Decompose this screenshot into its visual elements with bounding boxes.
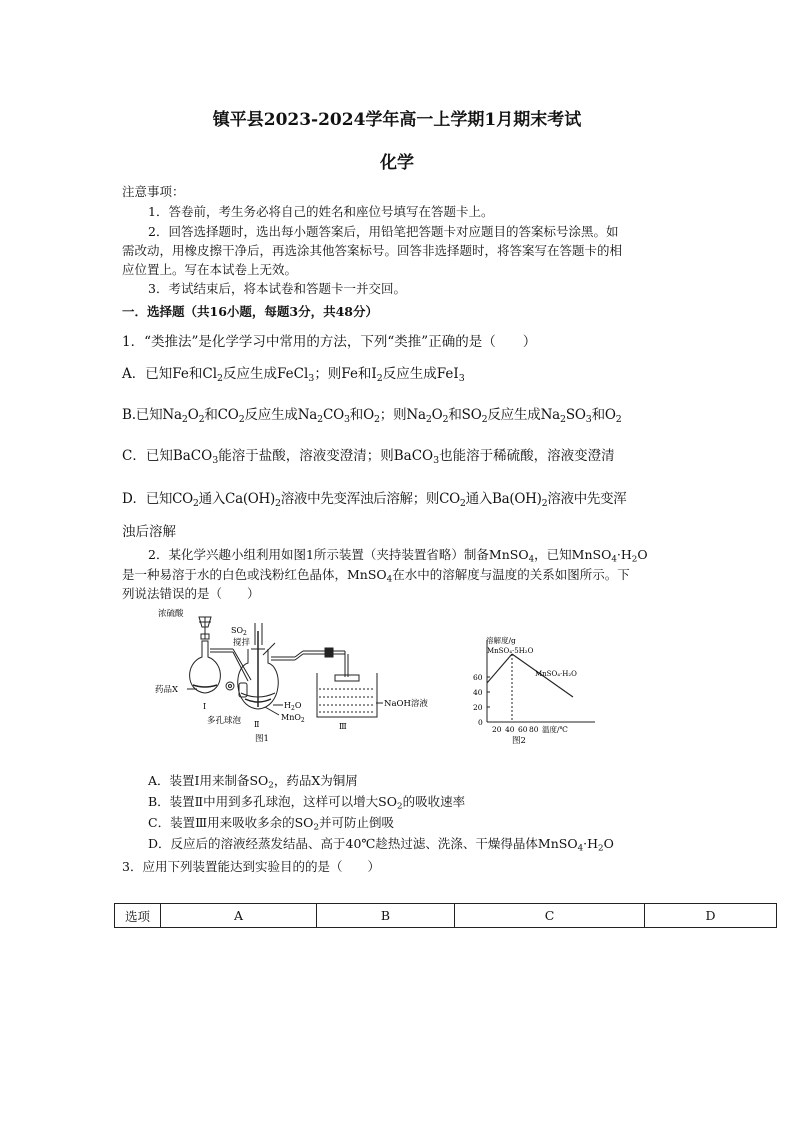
x-tick-60: 60 <box>518 725 528 734</box>
note-2: 2．回答选择题时，选出每小题答案后，用铅笔把答题卡对应题目的答案标号涂黑。如 <box>148 224 619 239</box>
label-so2: $SO_2$ <box>231 626 247 637</box>
y-tick-40: 40 <box>473 688 483 697</box>
y-axis-label: 溶解度/g <box>486 636 516 645</box>
figure-1-caption: 图1 <box>255 734 269 744</box>
label-h2o: $H_2O$ <box>284 701 302 712</box>
table-header-b: B <box>317 904 455 928</box>
note-1: 1．答卷前，考生务必将自己的姓名和座位号填写在答题卡上。 <box>148 204 494 219</box>
q2-stem-line2: 是一种易溶于水的白色或浅粉红色晶体，MnSO$_4$在水中的溶解度与温度的关系如图所示。下 <box>122 567 630 585</box>
note-2-cont: 需改动，用橡皮擦干净后，再选涂其他答案标号。回答非选择题时，将答案写在答题卡的相 <box>122 243 623 258</box>
table-header-c: C <box>455 904 645 928</box>
label-drug-x: 药品X <box>155 685 179 695</box>
table-header-a: A <box>161 904 317 928</box>
curve-mnso4-5h2o <box>487 654 512 683</box>
q2-stem-line1: 2．某化学兴趣小组利用如图1所示装置（夹持装置省略）制备MnSO$_4$，已知$MnSO_4\cdot H_2O$ <box>148 547 648 565</box>
notes-heading: 注意事项： <box>122 184 185 199</box>
label-roman-2: Ⅱ <box>254 720 260 729</box>
label-roman-1: Ⅰ <box>203 702 207 711</box>
q1-stem: 1．“类推法”是化学学习中常用的方法，下列“类推”正确的是（ ） <box>122 334 537 350</box>
table-header-option: 选项 <box>115 904 161 928</box>
x-tick-20: 20 <box>492 725 502 734</box>
q1-option-c: C．已知BaCO$_3$能溶于盐酸，溶液变澄清；则BaCO$_3$也能溶于稀硫酸，溶液变澄清 <box>122 448 615 466</box>
y-tick-20: 20 <box>473 703 483 712</box>
subject-title: 化学 <box>380 153 414 173</box>
section-heading: 一．选择题（共16小题，每题3分，共48分） <box>122 304 378 319</box>
series-label-left: MnSO₄·5H₂O <box>487 647 534 655</box>
y-tick-0: 0 <box>478 718 483 727</box>
exam-title: 镇平县2023-2024学年高一上学期1月期末考试 <box>212 110 582 130</box>
y-tick-60: 60 <box>473 673 483 682</box>
label-roman-3: Ⅲ <box>339 722 347 731</box>
note-3: 3．考试结束后，将本试卷和答题卡一并交回。 <box>148 281 406 296</box>
q2-option-a: A．装置Ⅰ用来制备$SO_2$，药品X为铜屑 <box>148 773 358 791</box>
q3-options-table <box>114 903 777 928</box>
table-row <box>115 904 777 928</box>
label-stir: 搅拌 <box>233 638 251 648</box>
q2-option-c: C．装置Ⅲ用来吸收多余的$SO_2$并可防止倒吸 <box>148 815 395 833</box>
x-tick-40: 40 <box>505 725 515 734</box>
q3-stem: 3．应用下列装置能达到实验目的的是（ ） <box>122 859 380 874</box>
q1-option-a: A．已知Fe和$Cl_2$反应生成FeCl$_3$；则Fe和$I_2$反应生成FeI$_3$ <box>122 366 465 384</box>
note-2-cont2: 应位置上。写在本试卷上无效。 <box>122 262 298 277</box>
label-conc-acid: 浓硫酸 <box>158 609 184 619</box>
beaker <box>317 673 377 717</box>
label-bulb: 多孔球泡 <box>207 716 242 726</box>
q2-option-d: D．反应后的溶液经蒸发结晶、高于40℃趁热过滤、洗涤、干燥得晶体$MnSO_4\cdot H_2O$ <box>148 836 614 854</box>
x-axis-label: 温度/℃ <box>542 725 568 734</box>
apparatus-figure <box>155 605 428 745</box>
figure-2-caption: 图2 <box>512 736 526 746</box>
q2-option-b: B．装置Ⅱ中用到多孔球泡，这样可以增大$SO_2$的吸收速率 <box>148 794 466 812</box>
x-tick-80: 80 <box>529 725 539 734</box>
label-naoh: NaOH溶液 <box>384 699 428 709</box>
q1-option-d: D．已知$CO_2$通入$Ca(OH)_2$溶液中先变浑浊后溶解；则$CO_2$通入$Ba(OH)_2$溶液中先变浑 <box>122 491 627 509</box>
solubility-chart <box>465 630 615 748</box>
series-label-right: MnSO₄·H₂O <box>535 670 577 678</box>
q2-stem-line3: 列说法错误的是（ ） <box>122 586 260 601</box>
table-header-d: D <box>645 904 777 928</box>
label-mno2: MnO$_2$ <box>281 713 305 724</box>
q1-option-d-cont: 浊后溶解 <box>122 524 176 540</box>
q1-option-b: B.已知$Na_2O_2$和$CO_2$反应生成$Na_2CO_3$和$O_2$；则$Na_2O_2$和$SO_2$反应生成$Na_2SO_3$和$O_2$ <box>122 407 622 425</box>
